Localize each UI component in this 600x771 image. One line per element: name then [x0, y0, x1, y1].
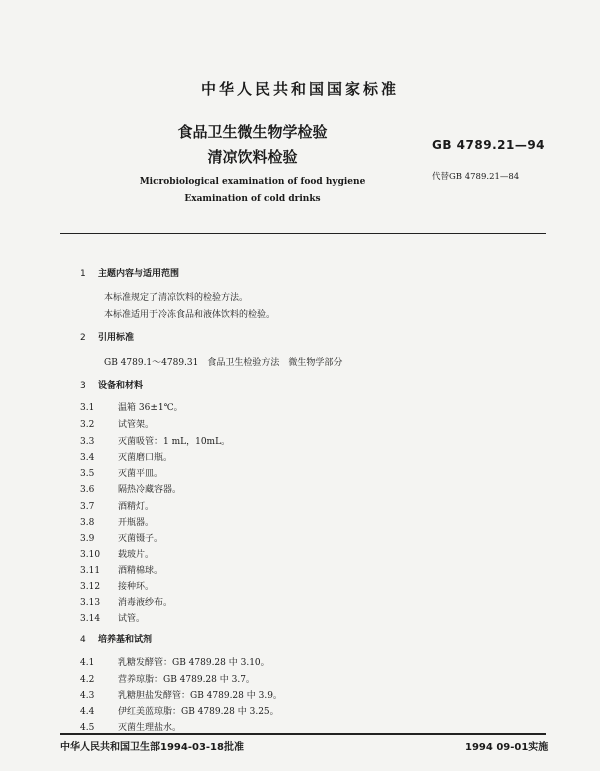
list-item [80, 400, 183, 413]
section-heading-3 [80, 378, 143, 391]
list-item [80, 482, 181, 495]
section-number: 2 [80, 333, 86, 343]
item-number: 3.4 [80, 453, 95, 463]
item-text: 乳糖胆盐发酵管：GB 4789.28 中 3.9。 [118, 691, 282, 701]
item-number: 3.8 [80, 518, 95, 528]
item-number: 4.3 [80, 691, 95, 701]
item-text: 载玻片。 [118, 550, 155, 560]
list-item [80, 704, 279, 717]
item-number: 3.14 [80, 614, 101, 624]
list-item [80, 579, 154, 592]
item-number: 4.5 [80, 723, 95, 733]
section-heading-2 [80, 330, 134, 343]
list-item [80, 611, 145, 624]
item-text: 试管。 [118, 614, 146, 624]
header-divider [60, 233, 546, 234]
list-item [80, 466, 163, 479]
section-label: 设备和材料 [98, 381, 144, 391]
item-number: 3.11 [80, 566, 101, 576]
item-number: 3.1 [80, 403, 95, 413]
list-item [80, 417, 154, 430]
section-heading-1 [80, 266, 179, 279]
list-item [80, 450, 172, 463]
item-text: 灭菌镊子。 [118, 534, 164, 544]
item-text: 灭菌磨口瓶。 [118, 453, 173, 463]
list-item [80, 547, 154, 560]
item-text: 酒精灯。 [118, 502, 155, 512]
standard-code: GB 4789.21—94 [432, 138, 546, 152]
footer-divider [60, 733, 546, 735]
implementation-date: 1994 09-01实施 [465, 742, 549, 753]
item-text: 灭菌吸管：1 mL，10mL。 [118, 437, 231, 447]
item-text: 酒精棉球。 [118, 566, 164, 576]
item-text: 温箱 36±1℃。 [118, 403, 183, 413]
item-text: 接种环。 [118, 582, 155, 592]
section-number: 4 [80, 635, 86, 645]
item-text: 伊红美蓝琼脂：GB 4789.28 中 3.25。 [118, 707, 279, 717]
list-item [80, 531, 163, 544]
list-item [80, 720, 181, 733]
item-text: 消毒液纱布。 [118, 598, 173, 608]
item-number: 3.10 [80, 550, 101, 560]
item-number: 3.5 [80, 469, 95, 479]
item-text: 开瓶器。 [118, 518, 155, 528]
item-number: 3.7 [80, 502, 95, 512]
national-standard-heading: 中华人民共和国国家标准 [200, 80, 399, 98]
english-subtitle: Examination of cold drinks [184, 194, 321, 204]
list-item [80, 563, 163, 576]
item-text: 隔热冷藏容器。 [118, 485, 182, 495]
item-number: 3.9 [80, 534, 95, 544]
reference-standard: GB 4789.1～4789.31 食品卫生检验方法 微生物学部分 [104, 358, 343, 368]
section-label: 培养基和试剂 [98, 635, 153, 645]
paragraph: 本标准规定了清凉饮料的检验方法。 [104, 293, 249, 303]
approval-date: 中华人民共和国卫生部1994-03-18批准 [60, 742, 244, 753]
item-text: 灭菌平皿。 [118, 469, 164, 479]
list-item [80, 515, 154, 528]
paragraph: 本标准适用于冷冻食品和液体饮料的检验。 [104, 310, 276, 320]
item-text: 营养琼脂：GB 4789.28 中 3.7。 [118, 675, 255, 685]
list-item [80, 655, 270, 668]
item-number: 3.13 [80, 598, 101, 608]
list-item [80, 595, 172, 608]
item-number: 4.4 [80, 707, 95, 717]
list-item [80, 672, 255, 685]
list-item [80, 499, 154, 512]
item-number: 3.3 [80, 437, 95, 447]
document-title: 食品卫生微生物学检验 [177, 123, 328, 141]
english-title: Microbiological examination of food hygiene [139, 177, 366, 187]
section-number: 1 [80, 269, 86, 279]
section-number: 3 [80, 381, 86, 391]
item-text: 乳糖发酵管：GB 4789.28 中 3.10。 [118, 658, 270, 668]
item-text: 灭菌生理盐水。 [118, 723, 182, 733]
list-item [80, 434, 230, 447]
section-heading-4 [80, 632, 152, 645]
document-subtitle: 清凉饮料检验 [207, 148, 298, 166]
replaces-standard: 代替GB 4789.21—84 [432, 172, 520, 182]
list-item [80, 688, 282, 701]
item-number: 4.2 [80, 675, 95, 685]
item-text: 试管架。 [118, 420, 155, 430]
section-label: 主题内容与适用范围 [98, 269, 180, 279]
item-number: 3.12 [80, 582, 101, 592]
item-number: 3.2 [80, 420, 95, 430]
item-number: 3.6 [80, 485, 95, 495]
item-number: 4.1 [80, 658, 95, 668]
section-label: 引用标准 [98, 333, 135, 343]
